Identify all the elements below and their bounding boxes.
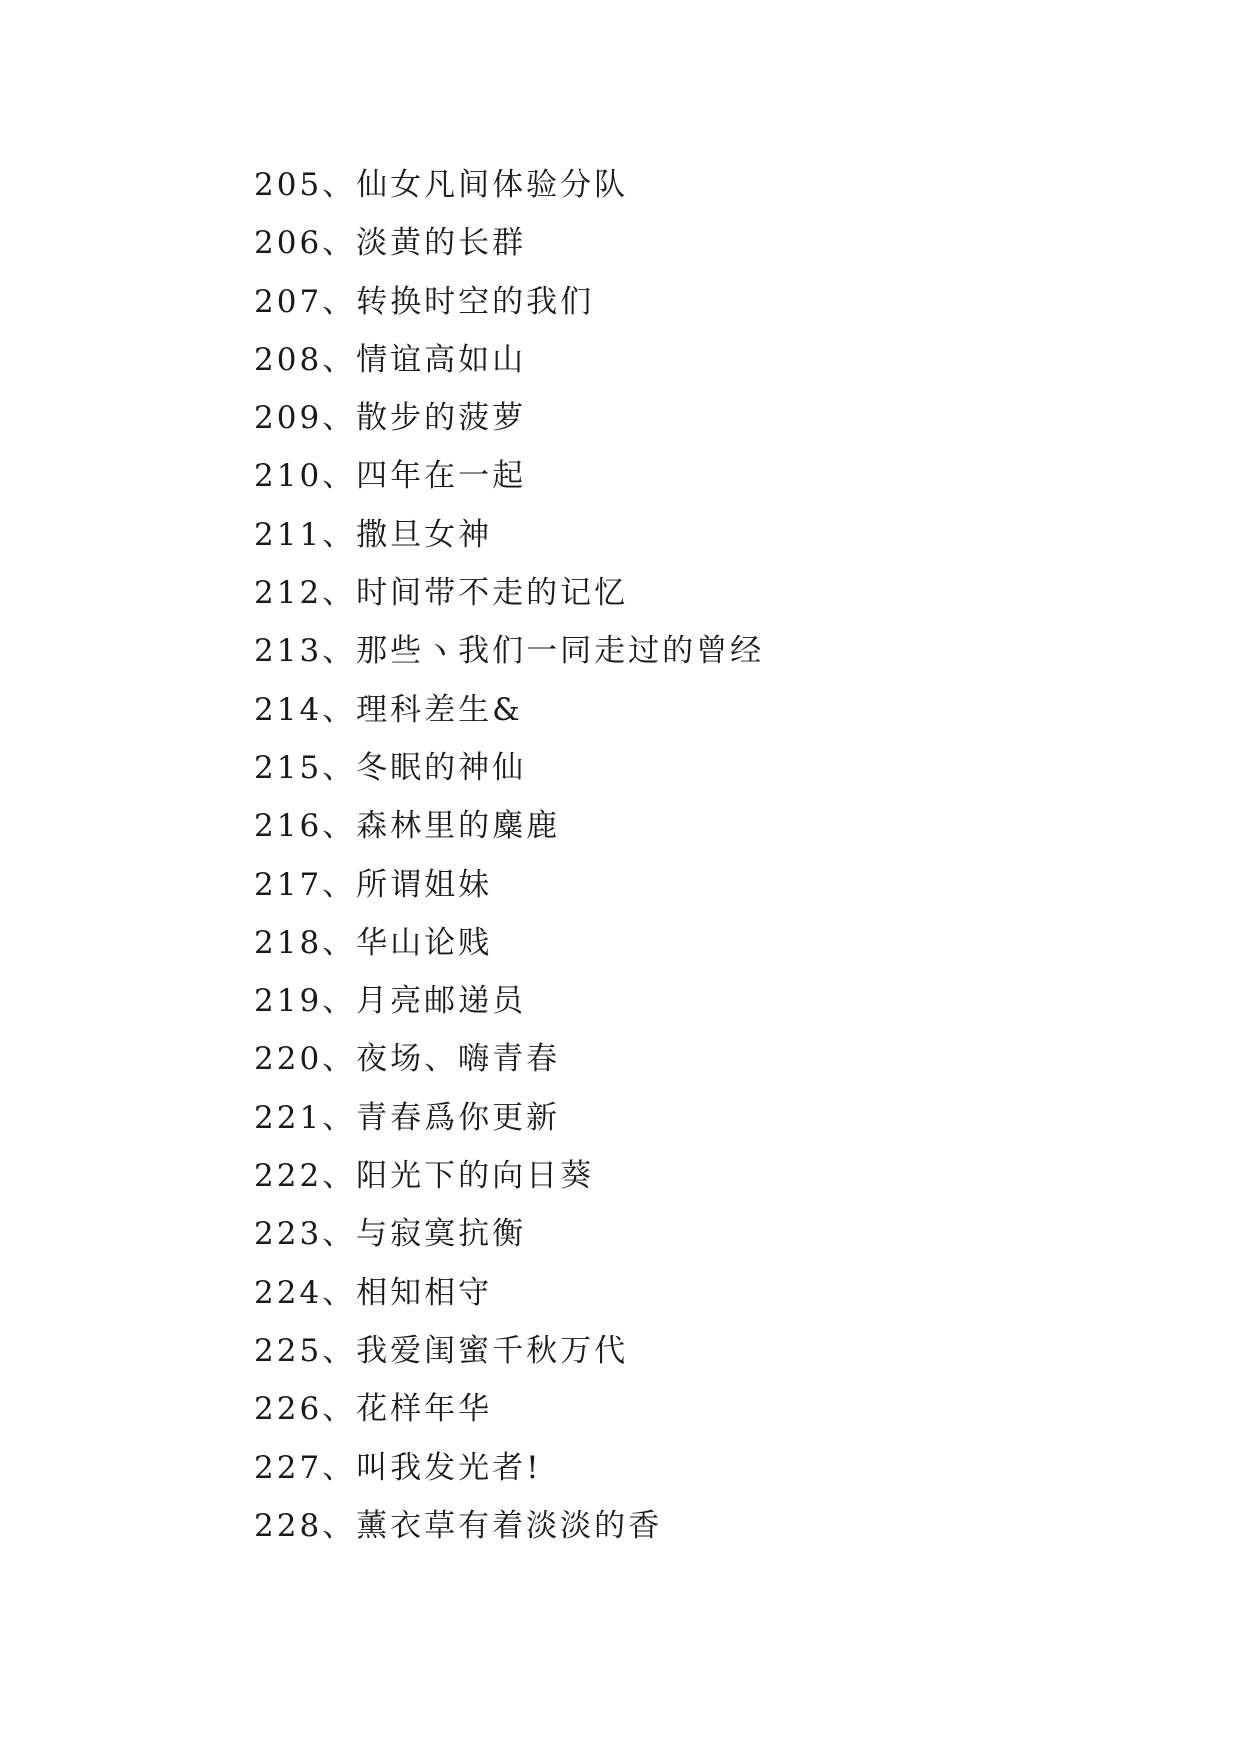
list-item: 212、时间带不走的记忆 <box>254 575 629 612</box>
list-item: 208、情谊高如山 <box>254 341 527 378</box>
list-item: 205、仙女凡间体验分队 <box>254 167 629 203</box>
list-item: 215、冬眠的神仙 <box>254 749 527 786</box>
list-item: 222、阳光下的向日葵 <box>254 1158 595 1195</box>
list-item: 210、四年在一起 <box>254 458 527 495</box>
list-item: 217、所谓姐妹 <box>254 866 493 903</box>
list-item: 213、那些ヽ我们一同走过的曾经 <box>254 633 765 670</box>
list-item: 216、森林里的麋鹿 <box>254 808 561 845</box>
list-item: 214、理科差生& <box>254 691 523 728</box>
list-item: 218、华山论贱 <box>254 924 493 961</box>
list-item: 209、散步的菠萝 <box>254 400 527 437</box>
list-item: 206、淡黄的长群 <box>254 225 527 262</box>
list-item: 211、撒旦女神 <box>254 516 493 553</box>
list-item: 224、相知相守 <box>254 1274 493 1311</box>
list-item: 226、花样年华 <box>254 1391 493 1428</box>
list-item: 207、转换时空的我们 <box>254 283 595 320</box>
list-item: 228、薰衣草有着淡淡的香 <box>254 1507 663 1544</box>
list-item: 225、我爱闺蜜千秋万代 <box>254 1332 629 1369</box>
list-item: 221、青春爲你更新 <box>254 1099 561 1136</box>
name-list <box>254 156 764 1555</box>
list-item: 220、夜场、嗨青春 <box>254 1041 561 1078</box>
list-item: 219、月亮邮递员 <box>254 983 527 1020</box>
list-item: 227、叫我发光者! <box>254 1449 542 1486</box>
list-item: 223、与寂寞抗衡 <box>254 1216 527 1253</box>
